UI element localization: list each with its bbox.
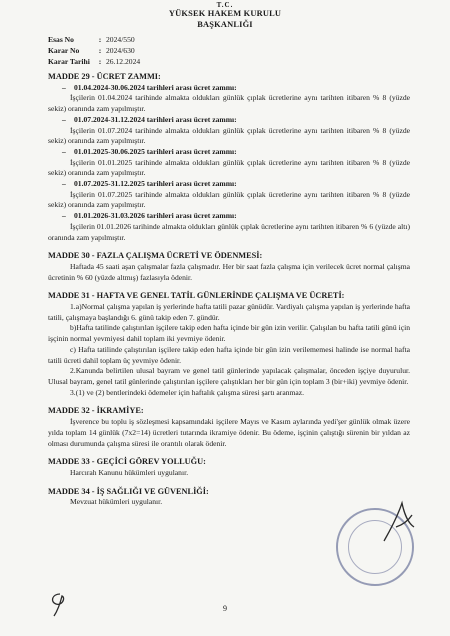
article-31-title: MADDE 31 - HAFTA VE GENEL TATİL GÜNLERİNDE ÇALIŞMA VE ÜCRETİ: [48, 291, 345, 301]
meta-colon: : [98, 57, 102, 67]
article-33-title: MADDE 33 - GEÇİCİ GÖREV YOLLUĞU: [48, 457, 206, 467]
article-33-body: Harcırah Kanunu hükümleri uygulanır. [70, 467, 189, 477]
period-heading: – 01.01.2025-30.06.2025 tarihleri arası ücret zammı: [62, 146, 237, 156]
article-31-item: 1.a)Normal çalışma yapılan iş yerlerinde hafta tatili pazar günüdür. Vardiyalı çalışma yapılan iş yerlerinde hafta tatili, çalışmaya başlandığı 6. günü takip eden 7. gündür. [48, 302, 410, 322]
article-29-title: MADDE 29 - ÜCRET ZAMMI: [48, 72, 161, 81]
meta-label: Karar Tarihi [48, 57, 90, 67]
article-30-body: Haftada 45 saati aşan çalışmalar fazla çalışmadır. Her bir saat fazla çalışma için verilecek ücret normal çalışma ücretinin % 60 (yüzde altmış) fazlasıyla ödenir. [48, 261, 410, 282]
top-mark: T.C. [216, 1, 234, 9]
meta-label: Esas No [48, 35, 74, 44]
meta-row [48, 45, 140, 56]
period-body: İşçilerin 01.07.2024 tarihinde almakta oldukları günlük çıplak ücretlerine aynı tarihten itibaren % 8 (yüzde sekiz) oranında zam yapılmıştır. [48, 125, 410, 146]
period-body: İşçilerin 01.01.2025 tarihinde almakta oldukları günlük çıplak ücretlerine aynı tarihten itibaren % 8 (yüzde sekiz) oranında zam yapılmıştır. [48, 157, 410, 178]
document-body [48, 72, 410, 508]
article-31-item: 3.(1) ve (2) bentlerindeki ödemeler için haftalık çalışma süresi şartı aranmaz. [70, 387, 305, 397]
signature-mark [378, 497, 418, 547]
article-31-item: c) Hafta tatilinde çalıştırılan işçilere takip eden hafta içinde bir gün izin verilememesi halinde ise normal hafta tatili ücreti dahil toplam üç yevmiye ödenir. [48, 344, 410, 365]
article-32-body: İşverence bu toplu iş sözleşmesi kapsamındaki işçilere Mayıs ve Kasım aylarında yedi'şer günlük olmak üzere yılda toplam 14 günlük (7x2=14) ücretleri tutarında ikramiye ödenir. Bu ödeme, işçinin çalıştığı sürenin bir yıldan az olması durumunda çalışma süresi ile orantılı olarak ödenir. [48, 417, 410, 448]
page-number: 9 [223, 604, 227, 613]
article-34-title: MADDE 34 - İŞ SAĞLIĞI VE GÜVENLİĞİ: [48, 486, 209, 496]
meta-colon: : [98, 46, 102, 56]
meta-row [48, 56, 140, 67]
article-31-item: b)Hafta tatilinde çalıştırılan işçilere takip eden hafta içinde bir gün izin verilir. Çalışılan bu hafta tatili günü için işçinin normal yevmiyesi dahil toplam iki yevmiye ödenir. [48, 323, 410, 344]
period-body: İşçilerin 01.04.2024 tarihinde almakta oldukları günlük çıplak ücretlerine aynı tarihten itibaren % 8 (yüzde sekiz) oranında zam yapılmıştır. [48, 93, 410, 114]
period-body: İşçilerin 01.07.2025 tarihinde almakta oldukları günlük çıplak ücretlerine aynı tarihten itibaren % 8 (yüzde sekiz) oranında zam yapılmıştır. [48, 189, 410, 210]
article-32-title: MADDE 32 - İKRAMİYE: [48, 406, 144, 416]
article-30-title: MADDE 30 - FAZLA ÇALIŞMA ÜCRETİ VE ÖDENMESİ: [48, 251, 263, 261]
meta-label: Karar No [48, 46, 80, 56]
meta-value: 26.12.2024 [106, 57, 141, 67]
period-heading: – 01.07.2024-31.12.2024 tarihleri arası ücret zammı: [62, 114, 237, 124]
period-heading: – 01.04.2024-30.06.2024 tarihleri arası ücret zammı: [62, 82, 237, 92]
meta-value: 2024/550 [106, 35, 135, 44]
organization-subtitle: BAŞKANLIĞI [197, 20, 253, 29]
meta-colon: : [98, 35, 102, 44]
meta-row [48, 34, 140, 45]
article-34-body: Mevzuat hükümleri uygulanır. [70, 497, 163, 507]
period-body: İşçilerin 01.01.2026 tarihinde almakta oldukları günlük çıplak ücretlerine aynı tarihten itibaren % 6 (yüzde altı) oranında zam yapılmıştır. [48, 221, 410, 242]
article-31-item: 2.Kanunda belirtilen ulusal bayram ve genel tatil günlerinde yapılacak çalışmalar, önceden işçiye duyurulur. Ulusal bayram, genel tatil günlerinde çalıştırılan işçilere çalıştıkları her bir gün için toplam 3 (bir+iki) yevmiye ödenir. [48, 366, 410, 386]
period-heading: – 01.07.2025-31.12.2025 tarihleri arası ücret zammı: [62, 179, 237, 189]
case-metadata [48, 34, 140, 68]
meta-value: 2024/630 [106, 46, 135, 56]
organization-name: YÜKSEK HAKEM KURULU [168, 9, 282, 18]
period-heading: – 01.01.2026-31.03.2026 tarihleri arası ücret zammı: [62, 211, 237, 221]
